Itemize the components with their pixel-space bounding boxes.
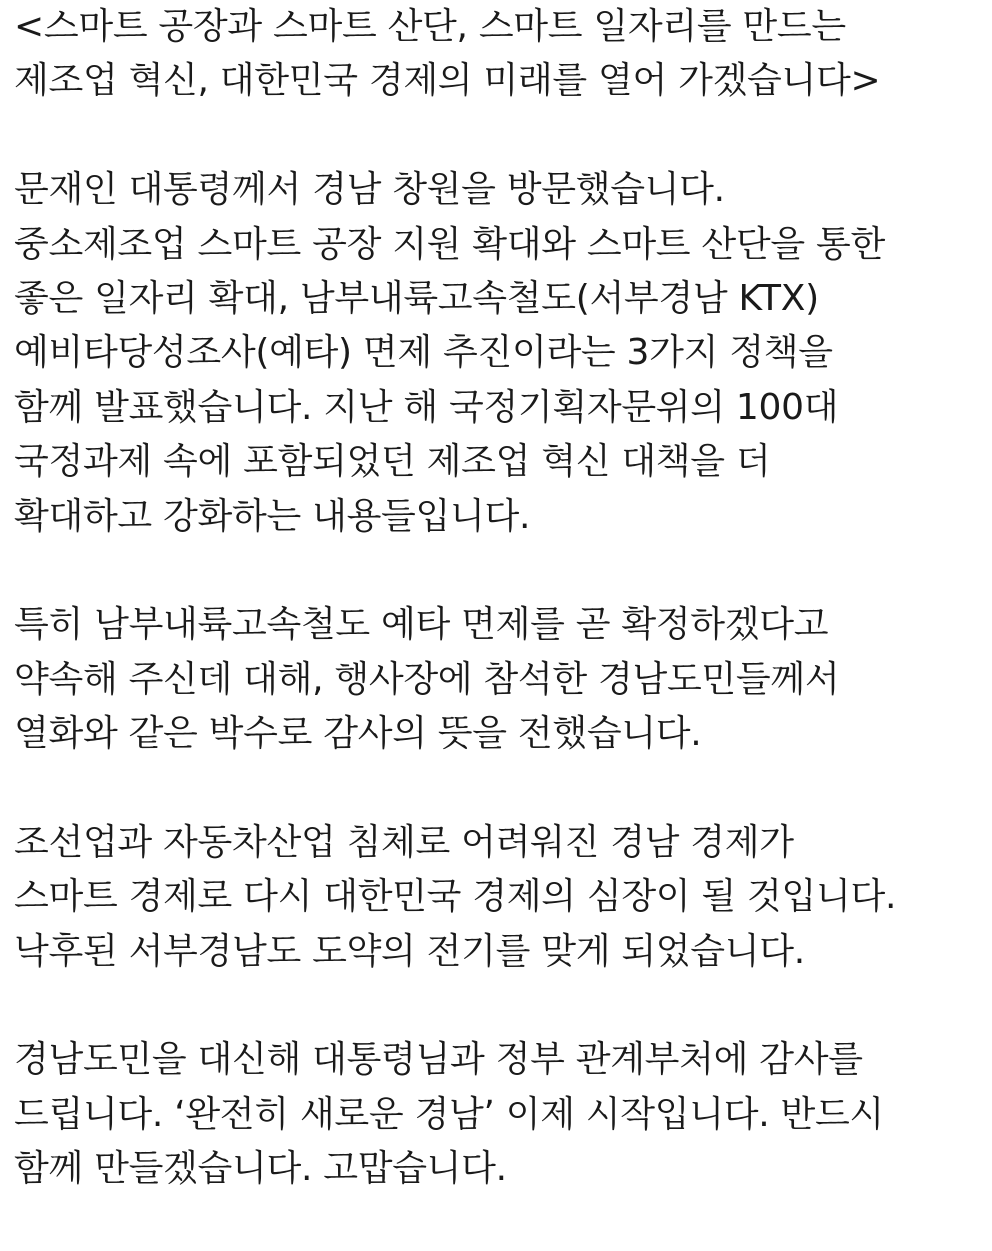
paragraph-line: 낙후된 서부경남도 도약의 전기를 맞게 되었습니다.: [14, 930, 805, 972]
paragraph-economy-outlook: [14, 816, 984, 979]
paragraph-line: 경남도민을 대신해 대통령님과 정부 관계부처에 감사를: [14, 1039, 863, 1081]
paragraph-line: 스마트 경제로 다시 대한민국 경제의 심장이 될 것입니다.: [14, 876, 897, 918]
paragraph-line: 열화와 같은 박수로 감사의 뜻을 전했습니다.: [14, 713, 702, 755]
paragraph-thanks: [14, 1033, 984, 1196]
paragraph-line: 좋은 일자리 확대, 남부내륙고속철도(서부경남 KTX): [14, 277, 819, 319]
paragraph-line: 중소제조업 스마트 공장 지원 확대와 스마트 산단을 통한: [14, 223, 885, 265]
document-body: [14, 0, 984, 1251]
paragraph-line: 국정과제 속에 포함되었던 제조업 혁신 대책을 더: [14, 441, 771, 483]
paragraph-line: 특히 남부내륙고속철도 예타 면제를 곧 확정하겠다고: [14, 604, 829, 646]
document-title: [14, 0, 984, 109]
paragraph-railway-promise: [14, 598, 984, 761]
title-line: <스마트 공장과 스마트 산단, 스마트 일자리를 만드는: [14, 6, 846, 47]
paragraph-line: 조선업과 자동차산업 침체로 어려워진 경남 경제가: [14, 821, 794, 863]
paragraph-line: 약속해 주신데 대해, 행사장에 참석한 경남도민들께서: [14, 658, 840, 700]
paragraph-line: 확대하고 강화하는 내용들입니다.: [14, 495, 531, 537]
paragraph-line: 함께 발표했습니다. 지난 해 국정기획자문위의 100대: [14, 386, 839, 428]
paragraph-line: 드립니다. ‘완전히 새로운 경남’ 이제 시작입니다. 반드시: [14, 1093, 884, 1135]
paragraph-line: 문재인 대통령께서 경남 창원을 방문했습니다.: [14, 169, 725, 211]
paragraph-line: 함께 만들겠습니다. 고맙습니다.: [14, 1148, 507, 1190]
title-line: 제조업 혁신, 대한민국 경제의 미래를 열어 가겠습니다>: [14, 60, 881, 102]
paragraph-visit-announcement: [14, 163, 984, 544]
paragraph-line: 예비타당성조사(예타) 면제 추진이라는 3가지 정책을: [14, 332, 833, 374]
